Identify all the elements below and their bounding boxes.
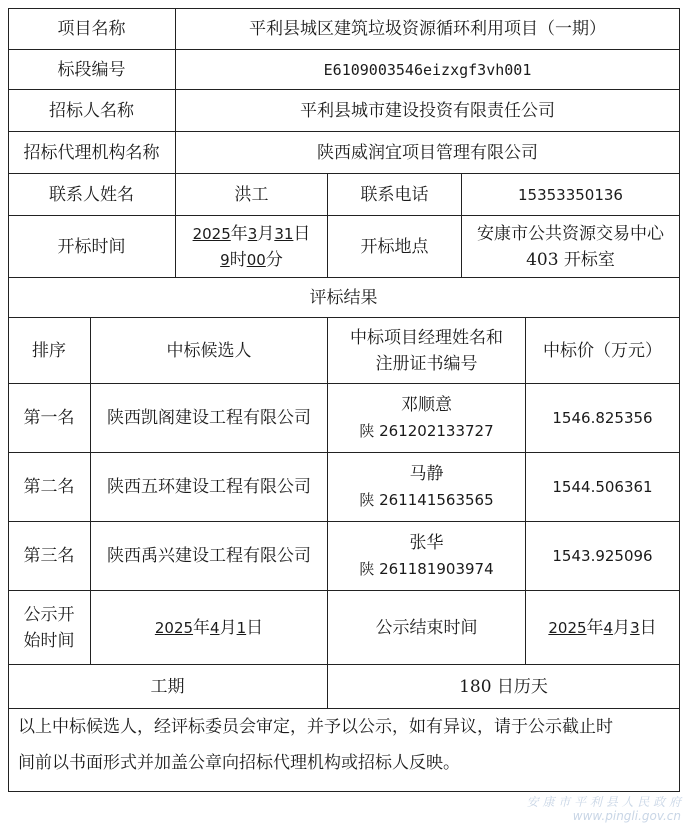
end-year: 2025	[548, 618, 587, 637]
start-year: 2025	[154, 618, 194, 637]
publicity-start-label-line2: 始时间	[23, 630, 75, 651]
end-day: 3	[630, 618, 640, 637]
period-label: 工期	[8, 665, 328, 709]
notice-line1: 以上中标候选人，经评标委员会审定，并予以公示，如有异议，请于公示截止时	[18, 717, 613, 737]
manager-cert: 陕 261181903974	[359, 560, 494, 578]
candidate-cell: 陕西凯阁建设工程有限公司	[91, 384, 328, 453]
phone-label: 联系电话	[328, 174, 462, 216]
open-place-line1: 安康市公共资源交易中心	[477, 223, 664, 244]
candidate-cell: 陕西五环建设工程有限公司	[91, 453, 328, 522]
rank-cell: 第三名	[8, 522, 91, 591]
start-month-unit: 月	[219, 617, 237, 638]
start-day-unit: 日	[246, 617, 264, 638]
notice-text	[8, 709, 680, 792]
open-month-unit: 月	[257, 223, 275, 244]
manager-cert: 陕 261141563565	[359, 491, 494, 509]
publicity-end-label: 公示结束时间	[328, 591, 526, 665]
result-title: 评标结果	[8, 278, 680, 318]
project-name-value: 平利县城区建筑垃圾资源循环利用项目（一期）	[176, 8, 680, 50]
tenderer-label: 招标人名称	[8, 90, 176, 132]
header-manager	[328, 318, 526, 384]
project-name-label: 项目名称	[8, 8, 176, 50]
rank-cell: 第一名	[8, 384, 91, 453]
open-minute: 00	[246, 250, 266, 269]
notice-line2: 间前以书面形式并加盖公章向招标代理机构或招标人反映。	[18, 753, 460, 773]
open-hour: 9	[220, 250, 230, 269]
watermark-line1: 安 康 市 平 利 县 人 民 政 府	[526, 795, 681, 809]
end-month-unit: 月	[613, 617, 631, 638]
contact-value: 洪工	[176, 174, 328, 216]
price-cell: 1546.825356	[526, 384, 680, 453]
open-year: 2025	[192, 224, 231, 243]
rank-cell: 第二名	[8, 453, 91, 522]
manager-name: 邓顺意	[401, 395, 452, 415]
manager-cert: 陕 261202133727	[359, 422, 494, 440]
end-month: 4	[603, 618, 614, 637]
manager-cell	[328, 522, 526, 591]
phone-value: 15353350136	[462, 174, 680, 216]
watermark-line2: www.pingli.gov.cn	[572, 809, 681, 823]
end-year-unit: 年	[586, 617, 604, 638]
end-day-unit: 日	[639, 617, 657, 638]
open-day: 31	[274, 224, 294, 243]
contact-label: 联系人姓名	[8, 174, 176, 216]
period-value: 180 日历天	[328, 665, 680, 709]
header-manager-line1: 中标项目经理姓名和	[350, 327, 503, 348]
open-time-label: 开标时间	[8, 216, 176, 278]
open-place-label: 开标地点	[328, 216, 462, 278]
start-day: 1	[236, 618, 247, 637]
site-watermark	[527, 795, 681, 823]
header-candidate: 中标候选人	[91, 318, 328, 384]
agency-value: 陕西威润宜项目管理有限公司	[176, 132, 680, 174]
manager-cell	[328, 384, 526, 453]
open-minute-unit: 分	[265, 249, 283, 270]
header-price: 中标价（万元）	[526, 318, 680, 384]
open-place-value	[462, 216, 680, 278]
open-day-unit: 日	[293, 223, 311, 244]
candidate-cell: 陕西禹兴建设工程有限公司	[91, 522, 328, 591]
header-rank: 排序	[8, 318, 91, 384]
publicity-start-label	[8, 591, 91, 665]
manager-name: 马静	[409, 464, 444, 484]
open-place-line2: 403 开标室	[526, 249, 615, 270]
agency-label: 招标代理机构名称	[8, 132, 176, 174]
publicity-end-value	[526, 591, 680, 665]
publicity-start-label-line1: 公示开	[23, 604, 75, 625]
open-hour-unit: 时	[229, 249, 247, 270]
manager-name: 张华	[409, 533, 444, 553]
price-cell: 1543.925096	[526, 522, 680, 591]
section-no-label: 标段编号	[8, 50, 176, 90]
tenderer-value: 平利县城市建设投资有限责任公司	[176, 90, 680, 132]
manager-cell	[328, 453, 526, 522]
award-announcement-table	[8, 8, 680, 792]
section-no-value: E6109003546eizxgf3vh001	[176, 50, 680, 90]
open-time-value	[176, 216, 328, 278]
publicity-start-value	[91, 591, 328, 665]
header-manager-line2: 注册证书编号	[375, 353, 478, 374]
start-year-unit: 年	[193, 617, 211, 638]
open-month: 3	[247, 224, 258, 243]
start-month: 4	[210, 618, 220, 637]
price-cell: 1544.506361	[526, 453, 680, 522]
open-year-unit: 年	[230, 223, 248, 244]
